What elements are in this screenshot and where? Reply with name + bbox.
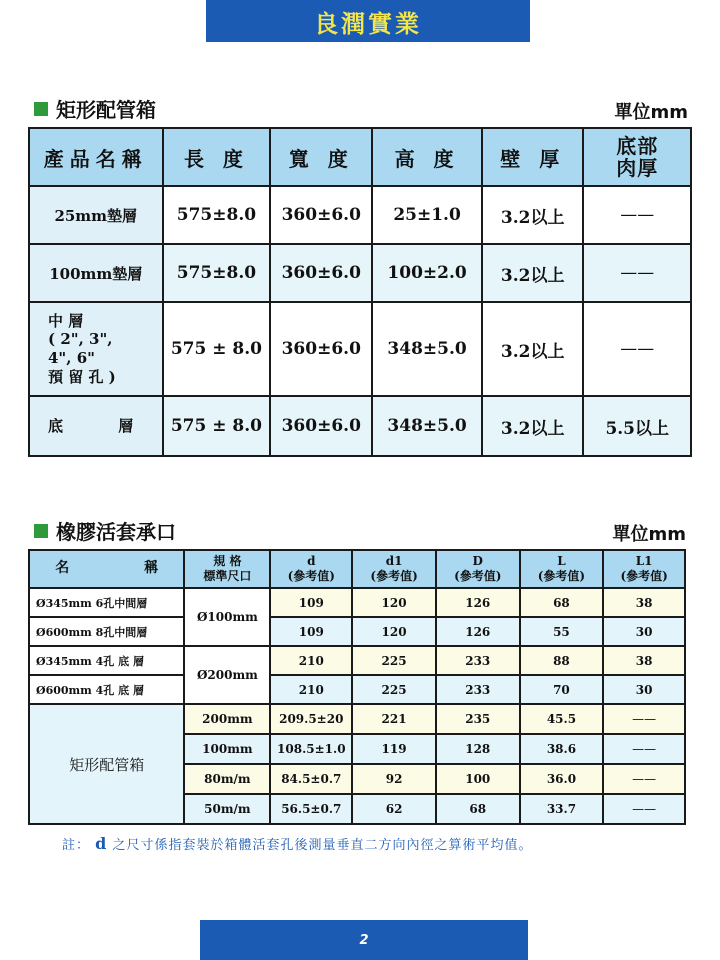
- table-row: [29, 675, 685, 704]
- spec-value: 50m/m: [184, 794, 270, 824]
- d-value: 210: [270, 646, 352, 675]
- table-row: [29, 646, 685, 675]
- bottom-value: ——: [583, 244, 691, 302]
- L1-value: ——: [603, 734, 685, 764]
- D-value: 128: [436, 734, 520, 764]
- wall-value: 3.2以上: [482, 244, 584, 302]
- spec-value: Ø200mm: [184, 646, 270, 704]
- table-row: [29, 588, 685, 617]
- page-number: 2: [359, 932, 369, 948]
- bullet-square-icon: [34, 524, 48, 538]
- L-value: 38.6: [520, 734, 604, 764]
- D-value: 233: [436, 675, 520, 704]
- L-value: 88: [520, 646, 604, 675]
- footnote: [62, 834, 533, 853]
- d1-value: 225: [352, 646, 436, 675]
- L1-value: ——: [603, 764, 685, 794]
- D-value: 235: [436, 704, 520, 734]
- product-name: 底 層: [29, 396, 163, 456]
- d-value: 56.5±0.7: [270, 794, 352, 824]
- d1-value: 92: [352, 764, 436, 794]
- table-row: [29, 617, 685, 646]
- wall-value: 3.2以上: [482, 302, 584, 396]
- length-value: 575±8.0: [163, 244, 271, 302]
- L-value: 33.7: [520, 794, 604, 824]
- D-value: 126: [436, 588, 520, 617]
- header-bar: [206, 0, 530, 42]
- D-value: 233: [436, 646, 520, 675]
- bullet-square-icon: [34, 102, 48, 116]
- col-header-length: 長 度: [163, 128, 271, 186]
- footer-bar: [200, 920, 528, 960]
- item-name: Ø600mm 4孔 底 層: [29, 675, 184, 704]
- d1-value: 225: [352, 675, 436, 704]
- bottom-value: ——: [583, 302, 691, 396]
- table-row: [29, 244, 691, 302]
- width-value: 360±6.0: [270, 396, 372, 456]
- item-name: 矩形配管箱: [29, 704, 184, 824]
- spec-value: 100mm: [184, 734, 270, 764]
- bottom-value: ——: [583, 186, 691, 244]
- height-value: 100±2.0: [372, 244, 482, 302]
- L1-value: ——: [603, 704, 685, 734]
- table-header-row: [29, 128, 691, 186]
- bottom-value: 5.5以上: [583, 396, 691, 456]
- d-value: 210: [270, 675, 352, 704]
- d-value: 84.5±0.7: [270, 764, 352, 794]
- L1-value: ——: [603, 794, 685, 824]
- col-header-spec: 規 格 標準尺口: [184, 550, 270, 588]
- col-header-name: 名 稱: [29, 550, 184, 588]
- L1-value: 38: [603, 646, 685, 675]
- product-name: 中 層 ( 2", 3", 4", 6" 預 留 孔 ): [29, 302, 163, 396]
- table-row: [29, 186, 691, 244]
- wall-value: 3.2以上: [482, 396, 584, 456]
- spec-value: Ø100mm: [184, 588, 270, 646]
- length-value: 575 ± 8.0: [163, 302, 271, 396]
- table-row: [29, 704, 685, 734]
- L-value: 36.0: [520, 764, 604, 794]
- d1-value: 62: [352, 794, 436, 824]
- footnote-symbol: d: [95, 834, 108, 853]
- section2-title-text: 橡膠活套承口: [56, 520, 176, 544]
- d1-value: 221: [352, 704, 436, 734]
- col-header-height: 高 度: [372, 128, 482, 186]
- table-row: [29, 396, 691, 456]
- L1-value: 30: [603, 675, 685, 704]
- section1-title-text: 矩形配管箱: [56, 98, 156, 122]
- item-name: Ø345mm 4孔 底 層: [29, 646, 184, 675]
- length-value: 575 ± 8.0: [163, 396, 271, 456]
- d-value: 108.5±1.0: [270, 734, 352, 764]
- L1-value: 30: [603, 617, 685, 646]
- height-value: 348±5.0: [372, 396, 482, 456]
- col-header-bottom: 底部 肉厚: [583, 128, 691, 186]
- d1-value: 119: [352, 734, 436, 764]
- L-value: 45.5: [520, 704, 604, 734]
- col-header-d1: d1 (參考值): [352, 550, 436, 588]
- footnote-text: 之尺寸係指套裝於箱體活套孔後測量垂直二方向內徑之算術平均值。: [112, 838, 533, 853]
- d-value: 209.5±20: [270, 704, 352, 734]
- D-value: 68: [436, 794, 520, 824]
- d1-value: 120: [352, 617, 436, 646]
- height-value: 348±5.0: [372, 302, 482, 396]
- section1-unit: 單位mm: [614, 102, 688, 123]
- d-value: 109: [270, 617, 352, 646]
- height-value: 25±1.0: [372, 186, 482, 244]
- width-value: 360±6.0: [270, 186, 372, 244]
- product-name: 100mm墊層: [29, 244, 163, 302]
- length-value: 575±8.0: [163, 186, 271, 244]
- col-header-product: 產品名稱: [29, 128, 163, 186]
- box-spec-table: [28, 127, 692, 457]
- width-value: 360±6.0: [270, 244, 372, 302]
- product-name: 25mm墊層: [29, 186, 163, 244]
- L-value: 68: [520, 588, 604, 617]
- width-value: 360±6.0: [270, 302, 372, 396]
- socket-spec-table: [28, 549, 686, 825]
- d-value: 109: [270, 588, 352, 617]
- d1-value: 120: [352, 588, 436, 617]
- section2-unit: 單位mm: [612, 524, 686, 545]
- D-value: 126: [436, 617, 520, 646]
- company-title: 良潤實業: [314, 9, 422, 38]
- L-value: 70: [520, 675, 604, 704]
- col-header-wall: 壁 厚: [482, 128, 584, 186]
- col-header-L: L (參考值): [520, 550, 604, 588]
- spec-value: 80m/m: [184, 764, 270, 794]
- item-name: Ø600mm 8孔中間層: [29, 617, 184, 646]
- col-header-width: 寬 度: [270, 128, 372, 186]
- L1-value: 38: [603, 588, 685, 617]
- table-header-row: [29, 550, 685, 588]
- D-value: 100: [436, 764, 520, 794]
- section1-title: [34, 94, 156, 123]
- section2-title: [34, 516, 176, 545]
- table-row: [29, 302, 691, 396]
- col-header-L1: L1 (參考值): [603, 550, 685, 588]
- item-name: Ø345mm 6孔中間層: [29, 588, 184, 617]
- L-value: 55: [520, 617, 604, 646]
- col-header-d: d (參考值): [270, 550, 352, 588]
- spec-value: 200mm: [184, 704, 270, 734]
- wall-value: 3.2以上: [482, 186, 584, 244]
- footnote-prefix: 註：: [62, 838, 91, 853]
- col-header-D: D (參考值): [436, 550, 520, 588]
